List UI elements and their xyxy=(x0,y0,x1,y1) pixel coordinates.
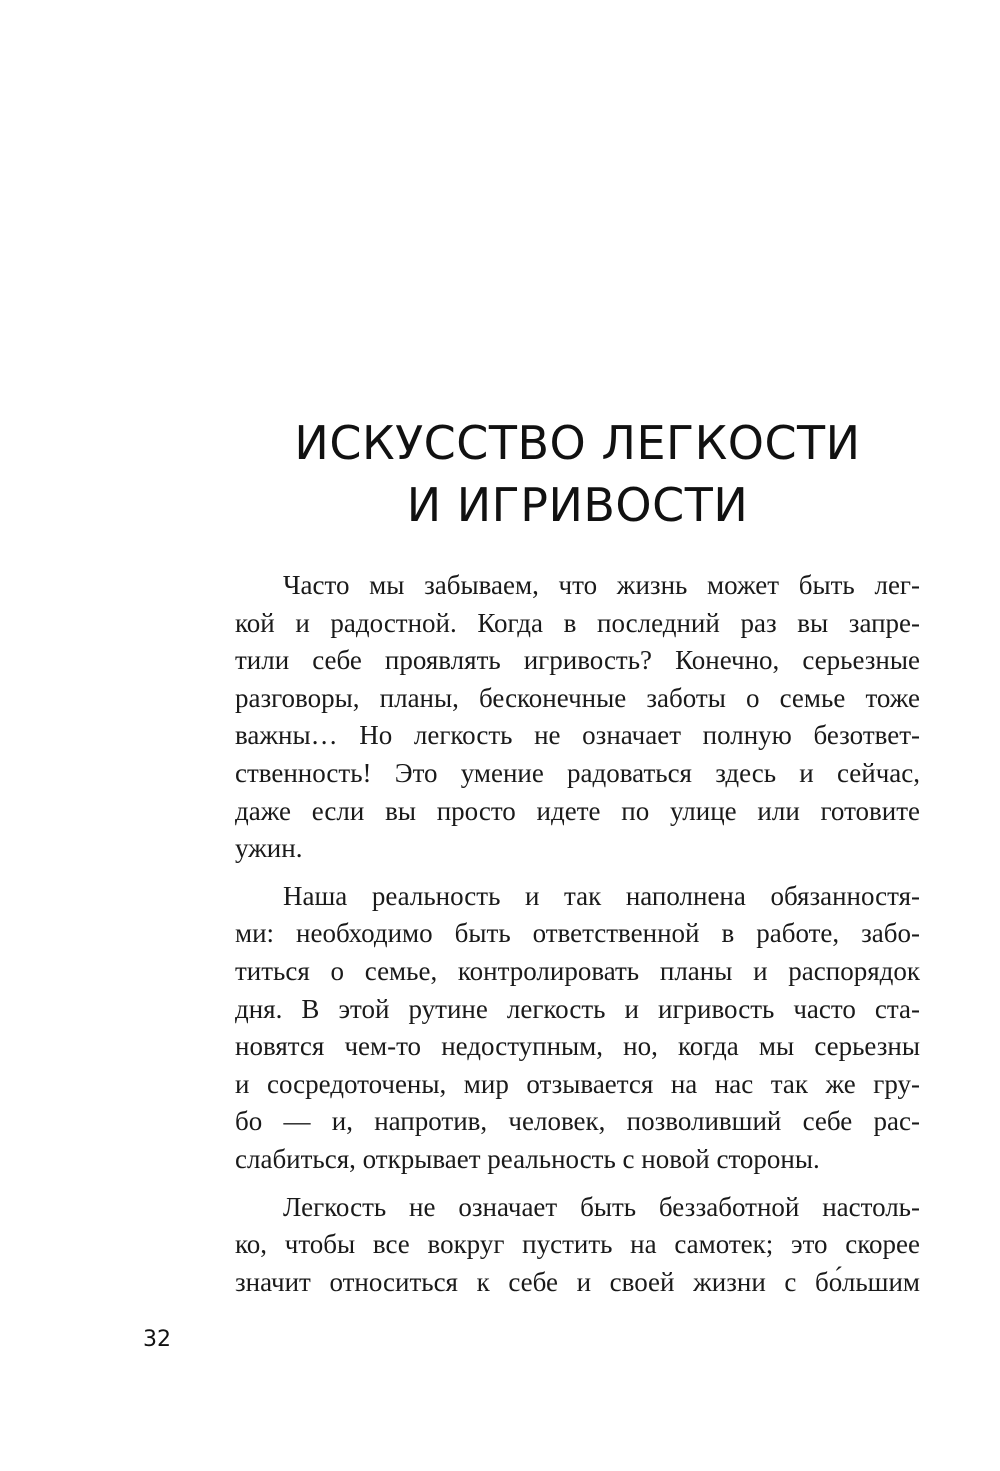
text-line: Часто мы забываем, что жизнь может быть лег- xyxy=(283,570,920,600)
text-line: новятся чем-то недоступным, но, когда мы серьезны xyxy=(235,1031,920,1062)
text-line: ужин. xyxy=(235,833,303,864)
text-line: тили себе проявлять игривость? Конечно, серьезные xyxy=(235,645,920,676)
chapter-title xyxy=(235,412,920,536)
paragraph-2 xyxy=(235,878,920,1179)
text-line: и сосредоточены, мир отзывается на нас так же гру- xyxy=(235,1068,920,1099)
text-line: ми: необходимо быть ответственной в работе, забо- xyxy=(235,918,920,949)
page-number: 32 xyxy=(143,1327,171,1352)
body-text xyxy=(235,567,920,1311)
text-line: ственность! Это умение радоваться здесь и сейчас, xyxy=(235,757,920,788)
paragraph-3 xyxy=(235,1189,920,1302)
text-line: слабиться, открывает реальность с новой стороны. xyxy=(235,1143,820,1174)
paragraph-1 xyxy=(235,567,920,868)
chapter-title-line-2: И ИГРИВОСТИ xyxy=(406,478,749,532)
chapter-title-line-1: ИСКУССТВО ЛЕГКОСТИ xyxy=(294,416,861,470)
text-line: кой и радостной. Когда в последний раз вы запре- xyxy=(235,607,920,638)
text-line: бо — и, напротив, человек, позволивший себе рас- xyxy=(235,1106,920,1137)
text-line: даже если вы просто идете по улице или готовите xyxy=(235,795,920,826)
text-line: Наша реальность и так наполнена обязанностя- xyxy=(283,880,920,911)
text-line: разговоры, планы, бесконечные заботы о семье тоже xyxy=(235,682,920,713)
text-line: дня. В этой рутине легкость и игривость часто ста- xyxy=(235,993,920,1024)
text-line: титься о семье, контролировать планы и распорядок xyxy=(235,955,920,986)
text-line: Легкость не означает быть беззаботной настоль- xyxy=(283,1191,920,1222)
text-line: важны… Но легкость не означает полную безответ- xyxy=(235,720,920,751)
text-line: ко, чтобы все вокруг пустить на самотек; это скорее xyxy=(235,1229,920,1260)
text-line: значит относиться к себе и своей жизни с бо́льшим xyxy=(235,1266,920,1297)
